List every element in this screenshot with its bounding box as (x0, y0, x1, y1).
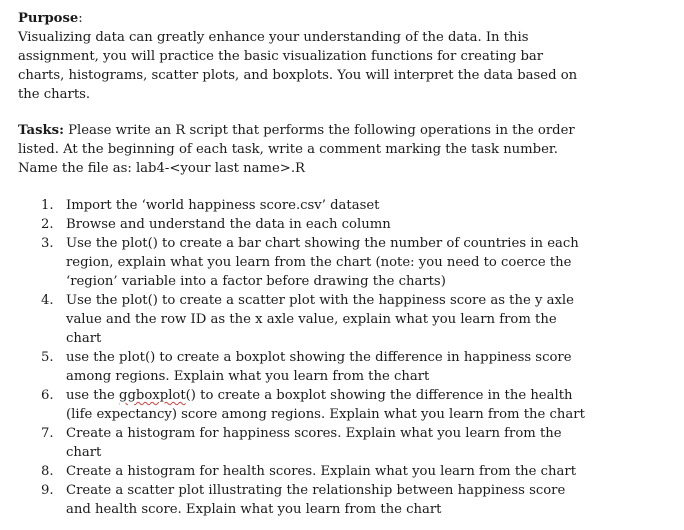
task-text-line: region, explain what you learn from the chart (note: you need to coerce the (66, 255, 572, 270)
task-text-line: Create a histogram for happiness scores. Explain what you learn from the (66, 426, 562, 441)
task-text-line: Import the ‘world happiness score.csv’ dataset (66, 198, 380, 213)
task-text-line: (life expectancy) score among regions. Explain what you learn from the chart (66, 407, 585, 422)
task-text-line: Browse and understand the data in each column (66, 217, 391, 232)
spellcheck-flagged-word: ggboxplot (119, 388, 186, 403)
task-list (18, 196, 678, 519)
task-text-line: among regions. Explain what you learn from the chart (66, 369, 430, 384)
purpose-text-line: Visualizing data can greatly enhance your understanding of the data. In this (18, 30, 529, 45)
task-item (18, 462, 678, 481)
task-item (18, 234, 678, 291)
tasks-intro-line: Name the file as: lab4-<your last name>.R (18, 161, 305, 176)
purpose-text-line: charts, histograms, scatter plots, and boxplots. You will interpret the data based on (18, 68, 578, 83)
tasks-intro-text: Please write an R script that performs the following operations in the order (63, 123, 575, 138)
tasks-intro-line: listed. At the beginning of each task, write a comment marking the task number. (18, 142, 558, 157)
task-text-line: use the ggboxplot() to create a boxplot showing the difference in the health (66, 388, 573, 403)
task-item (18, 481, 678, 519)
task-text-line: ‘region’ variable into a factor before drawing the charts) (66, 274, 446, 289)
task-item (18, 424, 678, 462)
task-item (18, 291, 678, 348)
task-number: 3. (41, 236, 54, 251)
task-text-line: Create a histogram for health scores. Explain what you learn from the chart (66, 464, 576, 479)
task-text-line: Use the plot() to create a bar chart showing the number of countries in each (66, 236, 579, 251)
task-number: 5. (41, 350, 54, 365)
task-item (18, 215, 678, 234)
purpose-heading-line: Purpose: (18, 11, 83, 26)
document-page (18, 9, 678, 519)
purpose-text-line: assignment, you will practice the basic visualization functions for creating bar (18, 49, 544, 64)
task-number: 6. (41, 388, 54, 403)
task-number: 2. (41, 217, 54, 232)
task-text-line: Create a scatter plot illustrating the relationship between happiness score (66, 483, 566, 498)
task-text-line: chart (66, 331, 102, 346)
task-number: 4. (41, 293, 54, 308)
task-text-line: chart (66, 445, 102, 460)
purpose-text-line: the charts. (18, 87, 91, 102)
purpose-section (18, 9, 678, 104)
task-text-line: and health score. Explain what you learn from the chart (66, 502, 442, 517)
task-text-line: use the plot() to create a boxplot showing the difference in happiness score (66, 350, 572, 365)
task-item (18, 196, 678, 215)
purpose-heading: Purpose (18, 11, 79, 26)
task-item (18, 348, 678, 386)
task-text-line: value and the row ID as the x axle value, explain what you learn from the (66, 312, 557, 327)
tasks-heading: Tasks (18, 123, 60, 138)
tasks-intro-line: Tasks: Please write an R script that performs the following operations in the order (18, 123, 575, 138)
tasks-intro-section (18, 121, 678, 178)
task-number: 9. (41, 483, 54, 498)
task-item (18, 386, 678, 424)
task-text-line: Use the plot() to create a scatter plot with the happiness score as the y axle (66, 293, 574, 308)
task-number: 7. (41, 426, 54, 441)
task-number: 1. (41, 198, 54, 213)
task-number: 8. (41, 464, 54, 479)
